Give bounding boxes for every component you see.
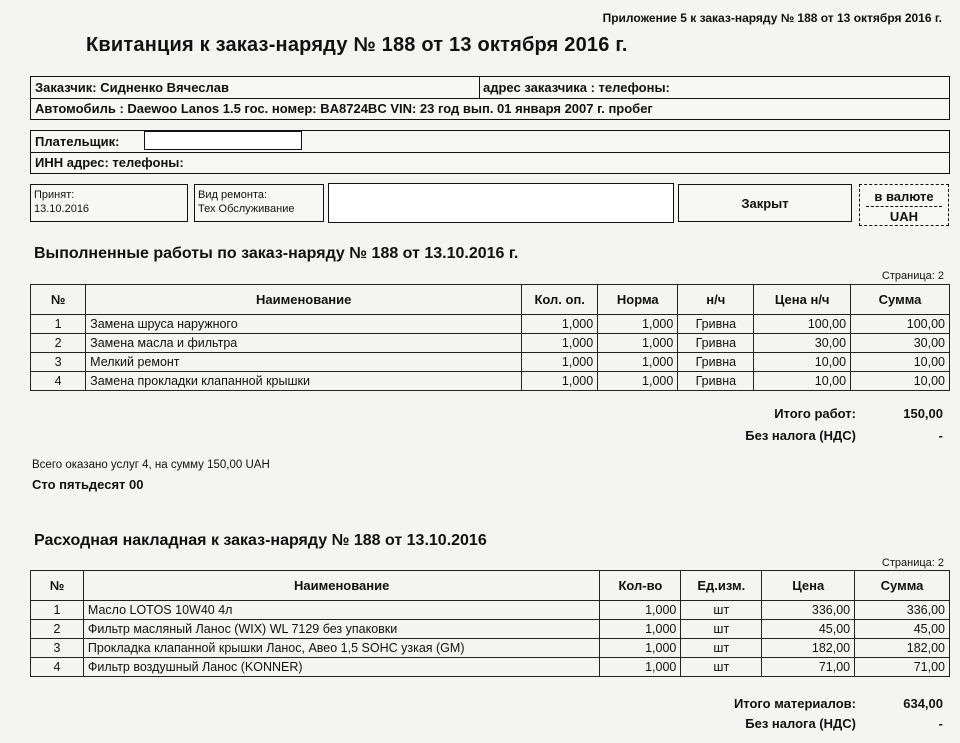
works-col-name: Наименование xyxy=(86,285,522,315)
row-norm: 1,000 xyxy=(598,372,678,391)
row-qty: 1,000 xyxy=(600,658,681,677)
row-unit: шт xyxy=(681,620,762,639)
works-table xyxy=(30,284,950,391)
customer-name: Заказчик: Сидненко Вячеслав xyxy=(35,80,229,95)
row-name: Замена шруса наружного xyxy=(86,315,522,334)
row-norm: 1,000 xyxy=(598,334,678,353)
repair-type-box xyxy=(194,184,324,222)
row-price: 45,00 xyxy=(762,620,855,639)
accepted-date: 13.10.2016 xyxy=(34,203,90,215)
status-value: Закрыт xyxy=(741,196,789,211)
services-summary: Всего оказано услуг 4, на сумму 150,00 UAH xyxy=(32,459,270,471)
row-price: 10,00 xyxy=(754,353,851,372)
works-col-price: Цена н/ч xyxy=(754,285,851,315)
works-page-label: Страница: 2 xyxy=(881,270,944,282)
car-info: Автомобиль : Daewoo Lanos 1.5 гос. номер: BA8724BC VIN: 23 год вып. 01 января 2007 г. пробег xyxy=(35,101,653,116)
row-number: 3 xyxy=(31,353,86,372)
works-header-row xyxy=(31,285,950,315)
row-ops: 1,000 xyxy=(522,353,598,372)
appendix-note: Приложение 5 к заказ-наряду № 188 от 13 октября 2016 г. xyxy=(602,11,942,25)
row-name: Фильтр масляный Ланос (WIX) WL 7129 без упаковки xyxy=(83,620,600,639)
materials-header-row xyxy=(31,571,950,601)
row-ops: 1,000 xyxy=(522,334,598,353)
currency-value: UAH xyxy=(889,209,919,224)
row-unit: шт xyxy=(681,639,762,658)
materials-col-name: Наименование xyxy=(83,571,600,601)
status-box xyxy=(678,184,852,222)
row-sum: 336,00 xyxy=(855,601,950,620)
row-number: 4 xyxy=(31,372,86,391)
materials-total-label: Итого материалов: xyxy=(733,696,856,711)
row-ops: 1,000 xyxy=(522,315,598,334)
works-total-label: Итого работ: xyxy=(774,406,856,421)
row-unit: Гривна xyxy=(678,353,754,372)
row-norm: 1,000 xyxy=(598,315,678,334)
repair-type-label: Вид ремонта: xyxy=(198,189,268,201)
accepted-label: Принят: xyxy=(34,189,75,201)
row-price: 182,00 xyxy=(762,639,855,658)
row-unit: Гривна xyxy=(678,372,754,391)
accepted-box xyxy=(30,184,188,222)
table-row xyxy=(31,353,950,372)
row-number: 4 xyxy=(31,658,84,677)
table-row xyxy=(31,620,950,639)
row-unit: Гривна xyxy=(678,315,754,334)
works-col-ops: Кол. оп. xyxy=(522,285,598,315)
works-title: Выполненные работы по заказ-наряду № 188 от 13.10.2016 г. xyxy=(34,245,519,262)
materials-title: Расходная накладная к заказ-наряду № 188 от 13.10.2016 xyxy=(34,532,487,549)
table-row xyxy=(31,372,950,391)
materials-total-value: 634,00 xyxy=(903,696,943,711)
customer-block xyxy=(30,76,950,120)
row-name: Прокладка клапанной крышки Ланос, Авео 1,5 SOHC узкая (GM) xyxy=(83,639,600,658)
row-name: Мелкий ремонт xyxy=(86,353,522,372)
row-ops: 1,000 xyxy=(522,372,598,391)
row-price: 336,00 xyxy=(762,601,855,620)
works-tax-label: Без налога (НДС) xyxy=(745,428,856,443)
row-name: Замена прокладки клапанной крышки xyxy=(86,372,522,391)
works-col-norm: Норма xyxy=(598,285,678,315)
row-name: Масло LOTOS 10W40 4л xyxy=(83,601,600,620)
row-sum: 10,00 xyxy=(851,372,950,391)
works-col-sum: Сумма xyxy=(851,285,950,315)
row-price: 30,00 xyxy=(754,334,851,353)
order-redaction xyxy=(328,183,674,223)
customer-address-phones: адрес заказчика : телефоны: xyxy=(483,80,670,95)
row-sum: 10,00 xyxy=(851,353,950,372)
table-row xyxy=(31,658,950,677)
materials-col-unit: Ед.изм. xyxy=(681,571,762,601)
row-sum: 182,00 xyxy=(855,639,950,658)
materials-tax-label: Без налога (НДС) xyxy=(745,716,856,731)
materials-tax-value: - xyxy=(938,716,943,731)
row-name: Фильтр воздушный Ланос (KONNER) xyxy=(83,658,600,677)
table-row xyxy=(31,315,950,334)
row-qty: 1,000 xyxy=(600,620,681,639)
table-row xyxy=(31,334,950,353)
materials-page-label: Страница: 2 xyxy=(881,557,944,569)
row-qty: 1,000 xyxy=(600,639,681,658)
row-number: 1 xyxy=(31,601,84,620)
row-sum: 45,00 xyxy=(855,620,950,639)
row-price: 71,00 xyxy=(762,658,855,677)
row-price: 10,00 xyxy=(754,372,851,391)
row-unit: шт xyxy=(681,658,762,677)
payer-redaction xyxy=(144,131,302,150)
materials-col-number: № xyxy=(31,571,84,601)
works-tax-value: - xyxy=(938,428,943,443)
row-number: 2 xyxy=(31,334,86,353)
row-number: 3 xyxy=(31,639,84,658)
currency-box xyxy=(859,184,949,226)
row-norm: 1,000 xyxy=(598,353,678,372)
materials-col-qty: Кол-во xyxy=(600,571,681,601)
table-row xyxy=(31,639,950,658)
row-price: 100,00 xyxy=(754,315,851,334)
row-qty: 1,000 xyxy=(600,601,681,620)
works-col-unit: н/ч xyxy=(678,285,754,315)
receipt-title: Квитанция к заказ-наряду № 188 от 13 октября 2016 г. xyxy=(86,34,628,56)
payer-label: Плательщик: xyxy=(35,134,120,149)
materials-col-sum: Сумма xyxy=(855,571,950,601)
row-sum: 100,00 xyxy=(851,315,950,334)
row-name: Замена масла и фильтра xyxy=(86,334,522,353)
materials-col-price: Цена xyxy=(762,571,855,601)
works-total-value: 150,00 xyxy=(903,406,943,421)
row-sum: 30,00 xyxy=(851,334,950,353)
table-row xyxy=(31,601,950,620)
works-col-number: № xyxy=(31,285,86,315)
row-number: 2 xyxy=(31,620,84,639)
amount-in-words: Сто пятьдесят 00 xyxy=(32,477,144,492)
row-unit: шт xyxy=(681,601,762,620)
inn-address-phones: ИНН адрес: телефоны: xyxy=(35,155,184,170)
row-number: 1 xyxy=(31,315,86,334)
materials-table xyxy=(30,570,950,677)
repair-type-value: Тех Обслуживание xyxy=(198,203,295,215)
row-sum: 71,00 xyxy=(855,658,950,677)
currency-label: в валюте xyxy=(874,189,934,204)
row-unit: Гривна xyxy=(678,334,754,353)
